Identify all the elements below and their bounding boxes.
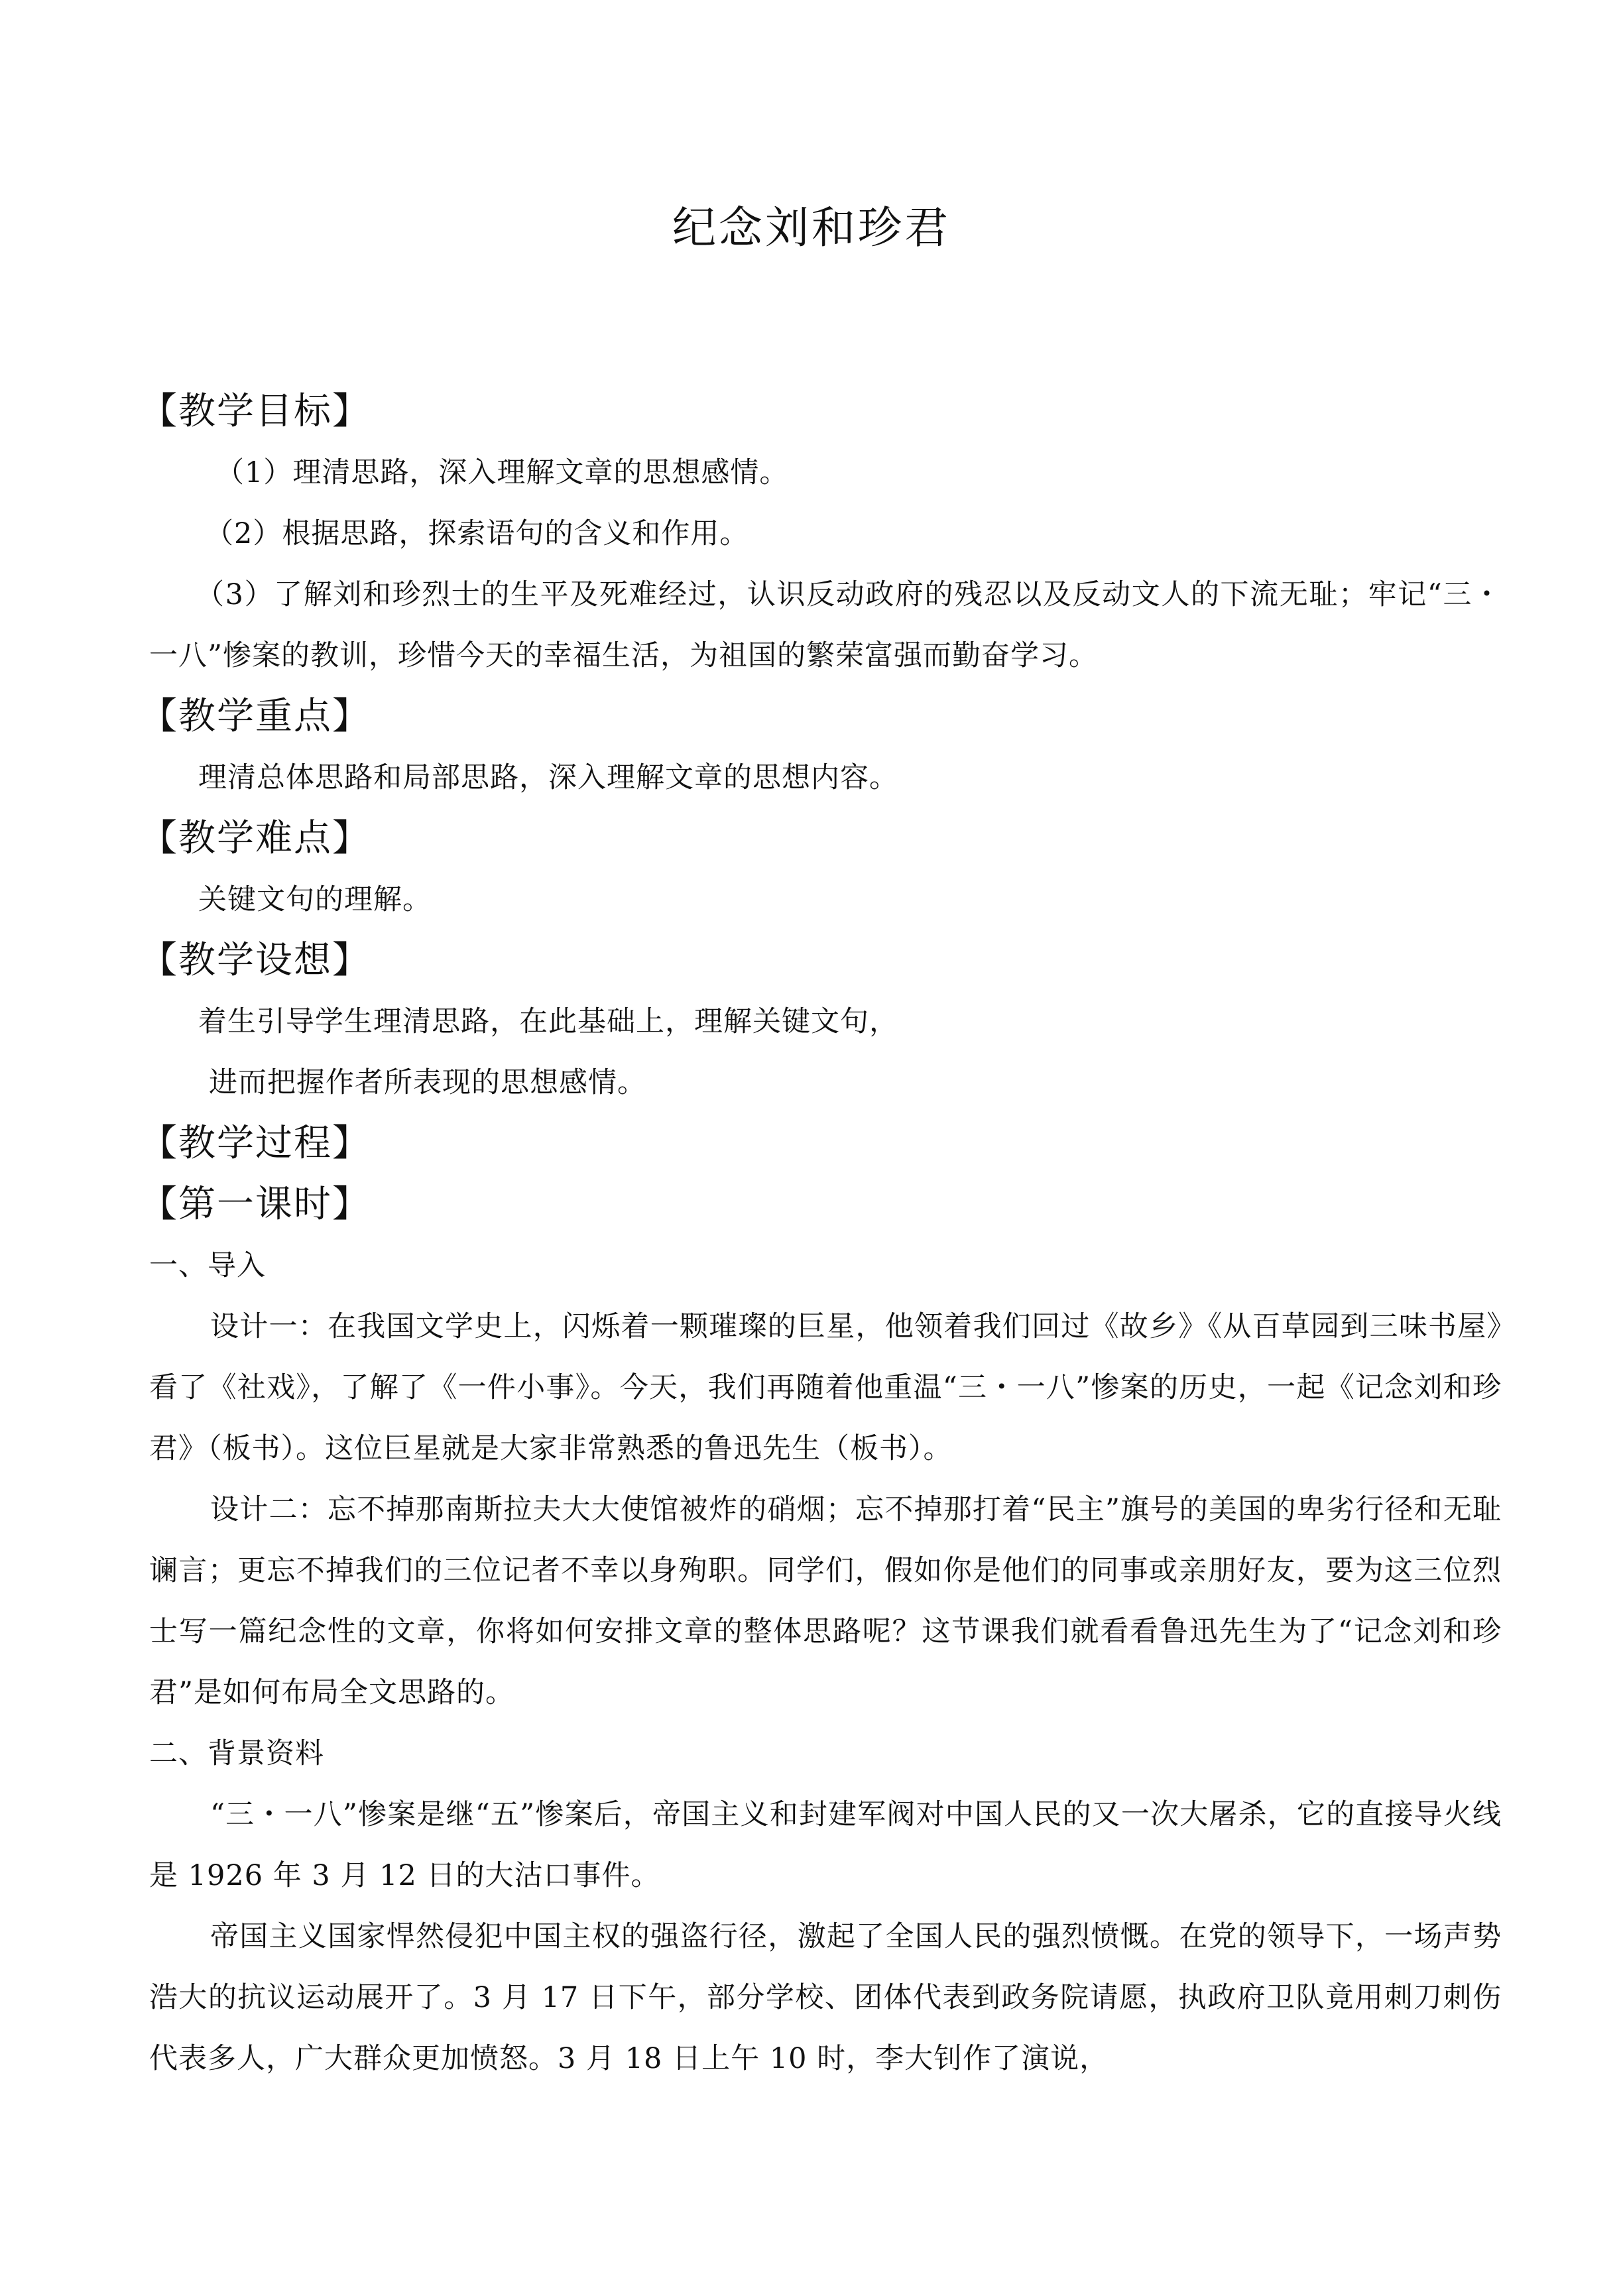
objective-item-1: （1）理清思路，深入理解文章的思想感情。 <box>215 456 789 489</box>
background-heading: 二、背景资料 <box>149 1737 324 1770</box>
difficulties-heading: 【教学难点】 <box>140 817 371 860</box>
document-body <box>140 381 1502 2089</box>
process-heading: 【教学过程】 <box>140 1122 371 1165</box>
document-title: 纪念刘和珍君 <box>672 202 951 253</box>
key-points-text: 理清总体思路和局部思路，深入理解文章的思想内容。 <box>198 761 898 794</box>
difficulties-text: 关键文句的理解。 <box>198 883 432 916</box>
intro-design-1: 设计一：在我国文学史上，闪烁着一颗璀璨的巨星，他领着我们回过《故乡》《从百草园到三味书屋》看了《社戏》，了解了《一件小事》。今天，我们再随着他重温“三・一八”惨案的历史，一起《记念刘和珍君》（板书）。这位巨星就是大家非常熟悉的鲁迅先生（板书）。 <box>149 1310 1502 1465</box>
concept-line-1: 着生引导学生理清思路，在此基础上，理解关键文句， <box>198 1005 898 1038</box>
concept-heading: 【教学设想】 <box>140 939 371 982</box>
key-points-heading: 【教学重点】 <box>140 695 371 738</box>
lesson-one-heading: 【第一课时】 <box>140 1183 371 1226</box>
objective-item-2: （2）根据思路，探索语句的含义和作用。 <box>205 517 749 550</box>
objective-item-3: （3）了解刘和珍烈士的生平及死难经过，认识反动政府的残忍以及反动文人的下流无耻；牢记“三・一八”惨案的教训，珍惜今天的幸福生活，为祖国的繁荣富强而勤奋学习。 <box>149 578 1502 672</box>
intro-heading: 一、导入 <box>149 1249 266 1282</box>
intro-design-2: 设计二：忘不掉那南斯拉夫大大使馆被炸的硝烟；忘不掉那打着“民主”旗号的美国的卑劣行径和无耻谰言；更忘不掉我们的三位记者不幸以身殉职。同学们，假如你是他们的同事或亲朋好友，要为这三位烈士写一篇纪念性的文章，你将如何安排文章的整体思路呢？这节课我们就看看鲁迅先生为了“记念刘和珍君”是如何布局全文思路的。 <box>149 1493 1502 1709</box>
background-para-2: 帝国主义国家悍然侵犯中国主权的强盗行径，激起了全国人民的强烈愤慨。在党的领导下，一场声势浩大的抗议运动展开了。3 月 17 日下午，部分学校、团体代表到政务院请愿，执政府卫队竟用刺刀刺伤代表多人，广大群众更加愤怒。3 月 18 日上午 10 时，李大钊作了演说， <box>149 1920 1502 2075</box>
objectives-heading: 【教学目标】 <box>140 390 371 433</box>
background-para-1: “三・一八”惨案是继“五”惨案后，帝国主义和封建军阀对中国人民的又一次大屠杀，它的直接导火线是 1926 年 3 月 12 日的大沽口事件。 <box>149 1798 1502 1892</box>
concept-line-2: 进而把握作者所表现的思想感情。 <box>209 1066 646 1099</box>
